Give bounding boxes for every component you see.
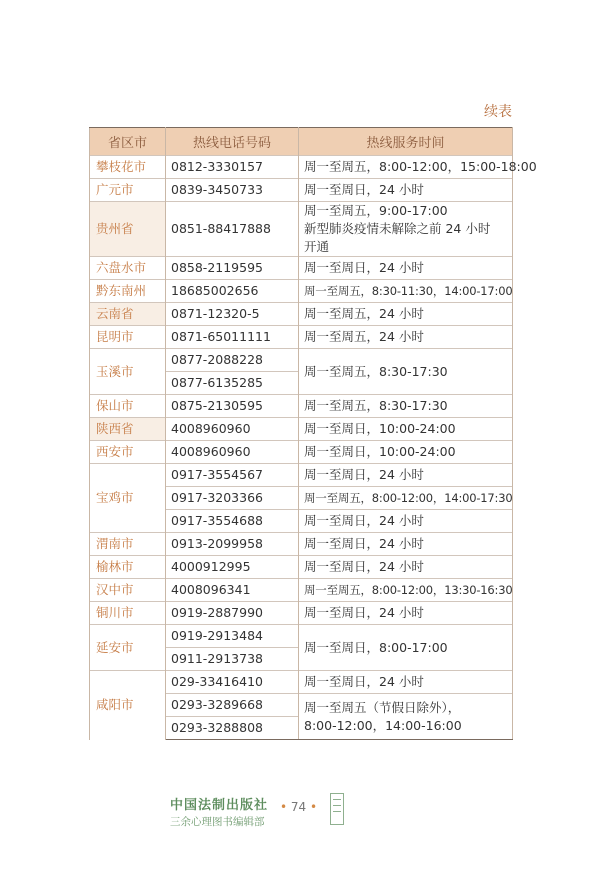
phone-cell: 0917-3203366 — [166, 487, 299, 510]
region-cell: 攀枝花市 — [90, 156, 166, 179]
phone-cell: 0839-3450733 — [166, 179, 299, 202]
page-number: 74 — [290, 800, 307, 814]
region-cell: 陕西省 — [90, 418, 166, 441]
region-cell: 玉溪市 — [90, 349, 166, 395]
hours-cell: 周一至周日，24 小时 — [299, 510, 513, 533]
header-region: 省区市 — [90, 128, 166, 156]
department-name: 三余心理图书编辑部 — [170, 816, 265, 828]
region-cell: 保山市 — [90, 395, 166, 418]
region-cell: 西安市 — [90, 441, 166, 464]
hours-cell: 周一至周日，24 小时 — [299, 602, 513, 625]
table-row — [90, 280, 513, 303]
table-row — [90, 418, 513, 441]
hours-cell: 周一至周五，8:30-17:30 — [299, 349, 513, 395]
phone-cell: 18685002656 — [166, 280, 299, 303]
region-cell: 咸阳市 — [90, 671, 166, 740]
phone-cell: 0858-2119595 — [166, 257, 299, 280]
table-row — [90, 671, 513, 694]
hours-line: 周一至周五，9:00-17:00 — [304, 203, 448, 218]
table-row — [90, 556, 513, 579]
phone-cell: 0917-3554567 — [166, 464, 299, 487]
hours-cell: 周一至周五，8:30-11:30，14:00-17:00 — [299, 280, 513, 303]
hours-cell — [299, 694, 513, 740]
footer — [170, 794, 350, 829]
region-cell: 黔东南州 — [90, 280, 166, 303]
table-row — [90, 326, 513, 349]
phone-cell: 4008960960 — [166, 418, 299, 441]
publisher-logo-icon — [330, 793, 344, 825]
table-row — [90, 602, 513, 625]
table-row — [90, 533, 513, 556]
separator-dot: • — [280, 800, 288, 814]
phone-cell: 4008960960 — [166, 441, 299, 464]
table-row — [90, 579, 513, 602]
phone-cell: 029-33416410 — [166, 671, 299, 694]
region-cell: 铜川市 — [90, 602, 166, 625]
region-cell: 渭南市 — [90, 533, 166, 556]
table-row — [90, 349, 513, 372]
table-row — [90, 156, 513, 179]
region-cell: 榆林市 — [90, 556, 166, 579]
hotline-table — [89, 127, 537, 740]
region-cell: 广元市 — [90, 179, 166, 202]
table-row — [90, 464, 513, 487]
phone-cell: 0877-2088228 — [166, 349, 299, 372]
region-cell: 昆明市 — [90, 326, 166, 349]
phone-cell: 0913-2099958 — [166, 533, 299, 556]
hours-cell: 周一至周五，8:00-12:00，14:00-17:30 — [299, 487, 513, 510]
hours-cell: 周一至周日，24 小时 — [299, 257, 513, 280]
phone-cell: 0911-2913738 — [166, 648, 299, 671]
region-cell: 贵州省 — [90, 202, 166, 257]
region-cell: 延安市 — [90, 625, 166, 671]
phone-cell: 4008096341 — [166, 579, 299, 602]
hours-cell: 周一至周五，24 小时 — [299, 326, 513, 349]
region-cell: 宝鸡市 — [90, 464, 166, 533]
table-row — [90, 179, 513, 202]
hours-cell: 周一至周五，8:00-12:00，13:30-16:30 — [299, 579, 513, 602]
phone-cell: 0812-3330157 — [166, 156, 299, 179]
hours-cell — [299, 202, 513, 257]
hours-cell: 周一至周五，8:30-17:30 — [299, 395, 513, 418]
hours-cell: 周一至周日，24 小时 — [299, 556, 513, 579]
phone-cell: 0871-12320-5 — [166, 303, 299, 326]
table-row — [90, 441, 513, 464]
hours-cell: 周一至周日，24 小时 — [299, 533, 513, 556]
table-row — [90, 202, 513, 257]
table-row — [90, 257, 513, 280]
phone-cell: 0871-65011111 — [166, 326, 299, 349]
header-hours: 热线服务时间 — [299, 128, 513, 156]
table-row — [90, 625, 513, 648]
table-header-row — [90, 128, 513, 156]
hours-cell: 周一至周日，24 小时 — [299, 671, 513, 694]
header-phone: 热线电话号码 — [166, 128, 299, 156]
phone-cell: 0919-2887990 — [166, 602, 299, 625]
hours-cell: 周一至周日，24 小时 — [299, 464, 513, 487]
table-row — [90, 395, 513, 418]
region-cell: 六盘水市 — [90, 257, 166, 280]
phone-cell: 4000912995 — [166, 556, 299, 579]
hours-line: 8:00-12:00，14:00-16:00 — [304, 717, 462, 733]
region-cell: 汉中市 — [90, 579, 166, 602]
hours-cell: 周一至周日，24 小时 — [299, 179, 513, 202]
phone-cell: 0877-6135285 — [166, 372, 299, 395]
continued-label: 续表 — [484, 104, 512, 120]
hours-line: 新型肺炎疫情未解除之前 24 小时 — [304, 221, 491, 236]
region-cell: 云南省 — [90, 303, 166, 326]
hours-cell: 周一至周日，10:00-24:00 — [299, 441, 513, 464]
hours-cell: 周一至周五，8:00-12:00，15:00-18:00 — [299, 156, 513, 179]
table-row — [90, 303, 513, 326]
publisher-name: 中国法制出版社 — [170, 798, 269, 813]
hours-cell: 周一至周日，8:00-17:00 — [299, 625, 513, 671]
page-number-area — [280, 800, 317, 814]
hours-cell: 周一至周五，24 小时 — [299, 303, 513, 326]
phone-cell: 0293-3288808 — [166, 717, 299, 740]
phone-cell: 0293-3289668 — [166, 694, 299, 717]
separator-dot: • — [310, 800, 318, 814]
hours-line: 周一至周五（节假日除外）， — [304, 699, 461, 715]
phone-cell: 0875-2130595 — [166, 395, 299, 418]
phone-cell: 0851-88417888 — [166, 202, 299, 257]
phone-cell: 0919-2913484 — [166, 625, 299, 648]
hours-line: 开通 — [304, 239, 330, 254]
phone-cell: 0917-3554688 — [166, 510, 299, 533]
hours-cell: 周一至周日，10:00-24:00 — [299, 418, 513, 441]
